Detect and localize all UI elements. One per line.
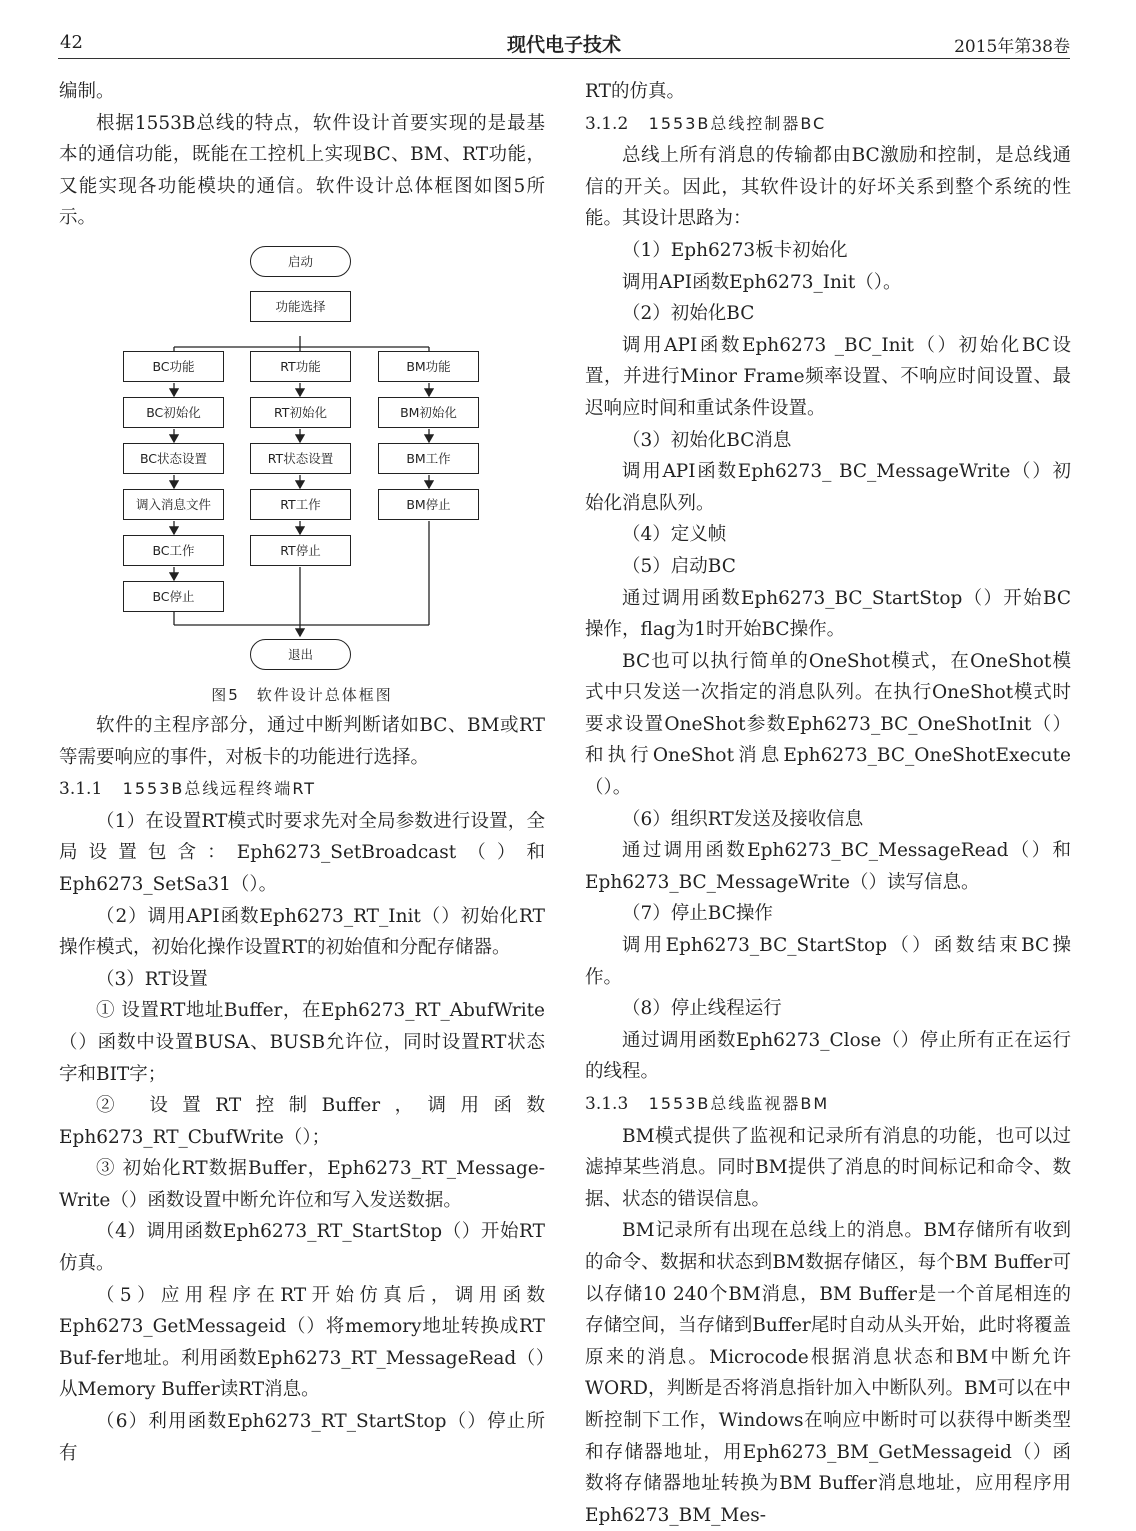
section-heading (585, 108, 1071, 141)
paragraph: 总线上所有消息的传输都由BC激励和控制，是总线通信的开关。因此，其软件设计的好坏关系到整个系统的性能。其设计思路为： (585, 145, 1071, 230)
left-column (59, 76, 545, 1469)
flow-bm-step: BM工作 (378, 443, 479, 474)
paragraph: 通过调用函数Eph6273_BC_StartStop（）开始BC操作，flag为1时开始BC操作。 (585, 587, 1071, 641)
paragraph: BM记录所有出现在总线上的消息。BM存储所有收到的命令、数据和状态到BM数据存储区，每个BM Buffer可以存储10 240个BM消息，BM Buffer是一个首尾相连的存储空间，当存储到Buffer尾时自动从头开始，此时将覆盖原来的消息。Microcode根据消息状态和BM中断允许WORD，判断是否将消息指针加入中断队列。BM可以在中断控制下工作，Windows在响应中断时可以获得中断类型和存储器地址，用Eph6273_BM_GetMessageid（）函数将存储器地址转换为BM Buffer消息地址，应用程序用Eph6273_BM_Mes- (585, 1220, 1071, 1526)
flow-exit: 退出 (250, 639, 351, 670)
paragraph: （1）在设置RT模式时要求先对全局参数进行设置，全局设置包含：Eph6273_SetBroadcast（）和Eph6273_SetSa31（）。 (59, 810, 545, 895)
step-heading: （2）初始化BC (622, 303, 755, 325)
section-heading (59, 773, 545, 806)
paragraph: 调用API函数Eph6273_ BC_MessageWrite（）初始化消息队列。 (585, 461, 1071, 514)
volume-info: 2015年第38卷 (954, 37, 1070, 57)
step-heading: （7）停止BC操作 (622, 903, 773, 925)
section-number: 3.1.1 (59, 779, 103, 800)
paragraph: （2）调用API函数Eph6273_RT_Init（）初始化RT操作模式，初始化操作设置RT的初始值和分配存储器。 (59, 905, 545, 959)
section-title: 1553B总线远程终端RT (122, 779, 317, 799)
step-heading: （5）启动BC (622, 555, 736, 577)
flow-bm-step: BM功能 (378, 351, 479, 382)
right-column (585, 76, 1071, 1531)
paragraph: 软件的主程序部分，通过中断判断诸如BC、BM或RT等需要响应的事件，对板卡的功能进行选择。 (59, 714, 545, 768)
paragraph: RT的仿真。 (585, 81, 685, 102)
step-heading: （4）定义帧 (622, 524, 727, 546)
flow-rt-step: RT初始化 (250, 397, 351, 428)
paragraph: 通过调用函数Eph6273_BC_MessageRead（）和Eph6273_BC_MessageWrite（）读写信息。 (585, 840, 1071, 893)
step-heading: （3）初始化BC消息 (622, 429, 792, 451)
figure-caption: 图5 软件设计总体框图 (211, 685, 393, 704)
section-number: 3.1.2 (585, 113, 629, 134)
section-number: 3.1.3 (585, 1094, 629, 1114)
journal-title: 现代电子技术 (506, 34, 621, 56)
flow-bc-step: BC功能 (123, 351, 224, 382)
paragraph: 调用API函数Eph6273 _BC_Init（）初始化BC设置，并进行Minor Frame频率设置、不响应时间设置、最迟响应时间和重试条件设置。 (585, 334, 1071, 419)
step-heading: （1）Eph6273板卡初始化 (622, 239, 848, 261)
flow-bc-step: BC停止 (123, 581, 224, 612)
paragraph: 通过调用函数Eph6273_Close（）停止所有正在运行的线程。 (585, 1029, 1071, 1083)
paragraph: BM模式提供了监视和记录所有消息的功能，也可以过滤掉某些消息。同时BM提供了消息的时间标记和命令、数据、状态的错误信息。 (585, 1125, 1071, 1210)
step-heading: （8）停止线程运行 (622, 998, 782, 1020)
flow-bm-step: BM初始化 (378, 397, 479, 428)
paragraph: （5）应用程序在RT开始仿真后，调用函数Eph6273_GetMessageid（）将memory地址转换成RT Buf-fer地址。利用函数Eph6273_RT_MessageRead（）从Memory Buffer读RT消息。 (59, 1284, 545, 1401)
paragraph: BC也可以执行简单的OneShot模式，在OneShot模式中只发送一次指定的消息队列。在执行OneShot模式时要求设置OneShot参数Eph6273_BC_OneShotInit（）和执行OneShot消息Eph6273_BC_OneShotExecute（）。 (585, 650, 1071, 799)
paragraph: （6）利用函数Eph6273_RT_StartStop（）停止所有 (59, 1411, 545, 1464)
paragraph: 根据1553B总线的特点，软件设计首要实现的是最基本的通信功能，既能在工控机上实现BC、BM、RT功能，又能实现各功能模块的通信。软件设计总体框图如图5所示。 (59, 112, 545, 229)
step-heading: （6）组织RT发送及接收信息 (622, 808, 864, 830)
flow-bc-step: BC初始化 (123, 397, 224, 428)
paragraph: （4）调用函数Eph6273_RT_StartStop（）开始RT仿真。 (59, 1221, 545, 1275)
flow-bm-step: BM停止 (378, 489, 479, 520)
flow-rt-step: RT工作 (250, 489, 351, 520)
paragraph: （3）RT设置 (96, 968, 208, 990)
flow-bc-step: 调入消息文件 (123, 489, 224, 520)
section-title: 1553B总线监视器BM (648, 1094, 830, 1113)
flow-bc-step: BC状态设置 (123, 443, 224, 474)
paragraph: ③ 初始化RT数据Buffer，Eph6273_RT_Message-Write（）函数设置中断允许位和写入发送数据。 (59, 1158, 545, 1211)
paragraph: ② 设置RT控制Buffer，调用函数Eph6273_RT_CbufWrite（）； (59, 1095, 545, 1148)
paragraph: 调用Eph6273_BC_StartStop（）函数结束BC操作。 (585, 935, 1071, 988)
flow-rt-step: RT停止 (250, 535, 351, 566)
flow-function-select: 功能选择 (250, 291, 351, 322)
figure-5-flowchart (59, 234, 545, 710)
flow-start: 启动 (250, 246, 351, 277)
page-header (58, 30, 1070, 59)
flow-rt-step: RT功能 (250, 351, 351, 382)
flow-bc-step: BC工作 (123, 535, 224, 566)
flow-rt-step: RT状态设置 (250, 443, 351, 474)
paragraph: 调用API函数Eph6273_Init（）。 (622, 271, 902, 293)
paragraph: ① 设置RT地址Buffer，在Eph6273_RT_AbufWrite（）函数中设置BUSA、BUSB允许位，同时设置RT状态字和BIT字； (59, 1000, 545, 1085)
paragraph: 编制。 (59, 81, 115, 102)
section-heading (585, 1088, 1071, 1121)
page-number: 42 (60, 32, 83, 53)
section-title: 1553B总线控制器BC (648, 113, 827, 133)
